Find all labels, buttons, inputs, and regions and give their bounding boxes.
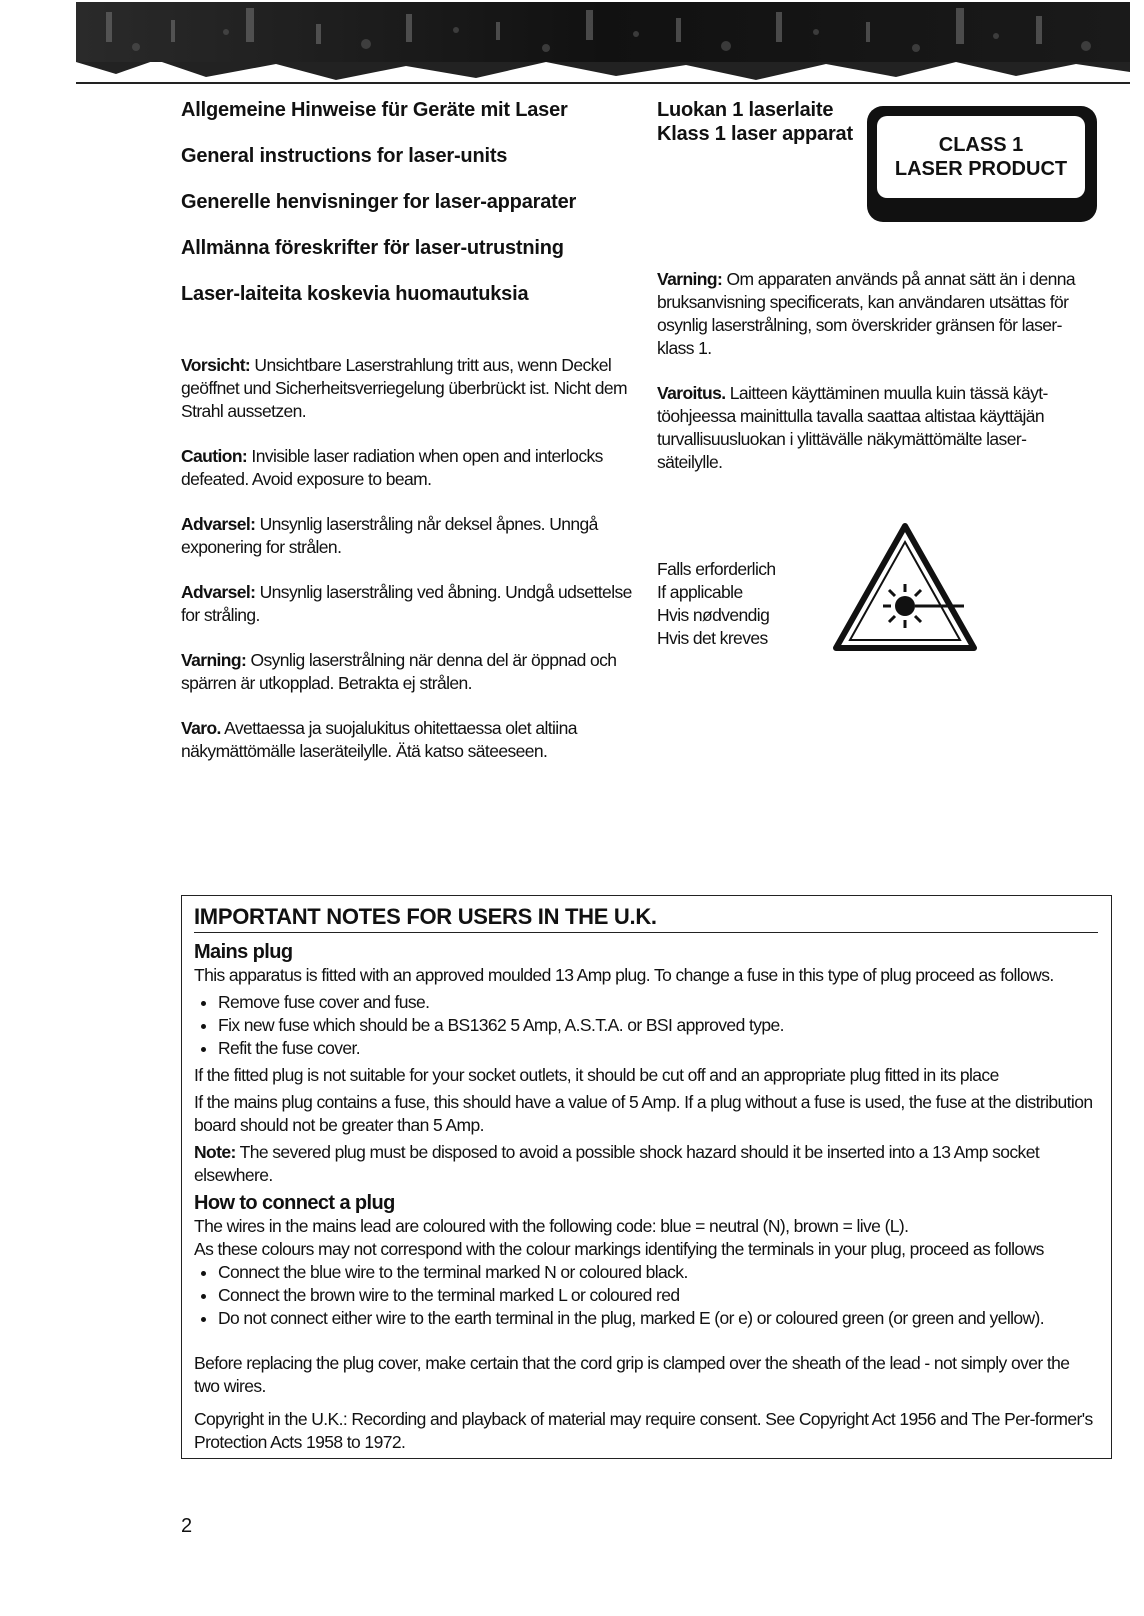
uk-notes-box: [181, 895, 1112, 1459]
warning-no: Advarsel: Unsynlig laserstråling når deksel åpnes. Unngå exponering for strålen.: [181, 514, 598, 557]
right-warnings: [657, 268, 1087, 474]
list-item: • Connect the blue wire to the terminal marked N or coloured black.: [218, 1261, 1099, 1284]
warning-en: Caution: Invisible laser radiation when open and interlocks defeated. Avoid exposure to beam.: [181, 446, 603, 489]
header-banner: [76, 2, 1130, 82]
warning-da: Advarsel: Unsynlig laserstråling ved åbning. Undgå udsettelse for stråling.: [181, 582, 632, 625]
list-item: • Remove fuse cover and fuse.: [218, 991, 1099, 1014]
warning-sv-right: Varning: Om apparaten används på annat sätt än i denna bruksanvisning specificerats, kan användaren utsättas för osynlig laserstrålning, som överskrider gränsen för laser-klass 1.: [657, 269, 1076, 358]
connect-paragraph-1: The wires in the mains lead are coloured with the following code: blue = neutral (N), brown = live (L).: [194, 1216, 909, 1236]
connect-steps-list: [194, 1261, 1099, 1330]
header-rule: [76, 82, 1130, 84]
list-item: • Fix new fuse which should be a BS1362 5 Amp, A.S.T.A. or BSI approved type.: [218, 1014, 1099, 1037]
note-paragraph: Note: The severed plug must be disposed to avoid a possible shock hazard should it be inserted into a 13 Amp socket elsewhere.: [194, 1142, 1040, 1185]
applicable-no: Hvis nødvendig: [657, 605, 770, 625]
note-label: Note:: [194, 1142, 236, 1162]
warning-fi-right: Varoitus. Laitteen käyttäminen muulla kuin tässä käyt-töohjeessa mainittulla tavalla saattaa altistaa käyttäjän turvallisuusluokan i ylittävälle näkymättömälte laser-säteilylle.: [657, 383, 1048, 472]
applicable-en: If applicable: [657, 582, 743, 602]
heading-sv: Allmänna föreskrifter för laser-utrustning: [181, 237, 564, 259]
laser-warning-triangle-icon: [832, 522, 978, 654]
applicable-de: Falls erforderlich: [657, 559, 776, 579]
warning-fi: Varo. Avettaessa ja suojalukitus ohitettaessa olet altiina näkymättömälle laseräteilylle. Ätä katso säteeseen.: [181, 718, 577, 761]
heading-no: Generelle henvisninger for laser-apparater: [181, 191, 577, 213]
list-item: • Connect the brown wire to the terminal marked L or coloured red: [218, 1284, 1099, 1307]
mains-paragraph-2: If the mains plug contains a fuse, this should have a value of 5 Amp. If a plug without a fuse is used, the fuse at the distribution board should not be greater than 5 Amp.: [194, 1092, 1093, 1135]
class-label-line1: CLASS 1: [938, 134, 1024, 156]
connect-paragraph-2: As these colours may not correspond with the colour markings identifying the terminals in your plug, proceed as follows: [194, 1239, 1044, 1259]
list-item: • Refit the fuse cover.: [218, 1037, 1099, 1060]
heading-en: General instructions for laser-units: [181, 145, 508, 167]
warning-sv: Varning: Osynlig laserstrålning när denna del är öppnad och spärren är utkopplad. Betrakta ej strålen.: [181, 650, 617, 693]
heading-list: [181, 98, 641, 306]
mains-paragraph-1: If the fitted plug is not suitable for your socket outlets, it should be cut off and an appropriate plug fitted in its place: [194, 1065, 999, 1085]
mains-steps-list: [194, 991, 1099, 1060]
uk-notes-title: IMPORTANT NOTES FOR USERS IN THE U.K.: [194, 904, 1098, 933]
class-label-line2: LASER PRODUCT: [894, 158, 1068, 180]
heading-class1-sv: Klass 1 laser apparat: [657, 123, 853, 145]
class1-laser-label: [867, 106, 1097, 222]
connect-plug-heading: How to connect a plug: [194, 1192, 395, 1214]
heading-de: Allgemeine Hinweise für Geräte mit Laser: [181, 99, 568, 121]
applicable-da: Hvis det kreves: [657, 628, 768, 648]
heading-fi: Laser-laiteita koskevia huomautuksia: [181, 283, 529, 305]
heading-class1-fi: Luokan 1 laserlaite: [657, 99, 834, 121]
cord-grip-paragraph: Before replacing the plug cover, make certain that the cord grip is clamped over the sheath of the lead - not simply over the two wires.: [194, 1353, 1070, 1396]
page-number: 2: [181, 1515, 193, 1537]
mains-intro: This apparatus is fitted with an approved moulded 13 Amp plug. To change a fuse in this type of plug proceed as follows.: [194, 965, 1054, 985]
warning-de: Vorsicht: Unsichtbare Laserstrahlung tritt aus, wenn Deckel geöffnet und Sicherheitsverriegelung überbrückt ist. Nicht dem Strahl aussetzen.: [181, 355, 627, 421]
copyright-paragraph: Copyright in the U.K.: Recording and playback of material may require consent. See Copyright Act 1956 and The Per-former's Protection Acts 1958 to 1972.: [194, 1409, 1093, 1452]
applicable-list: [657, 558, 837, 650]
right-heading-block: [657, 98, 867, 146]
list-item: • Do not connect either wire to the earth terminal in the plug, marked E (or e) or coloured green (or green and yellow).: [218, 1307, 1099, 1330]
left-column: [181, 98, 641, 763]
mains-plug-heading: Mains plug: [194, 941, 293, 963]
